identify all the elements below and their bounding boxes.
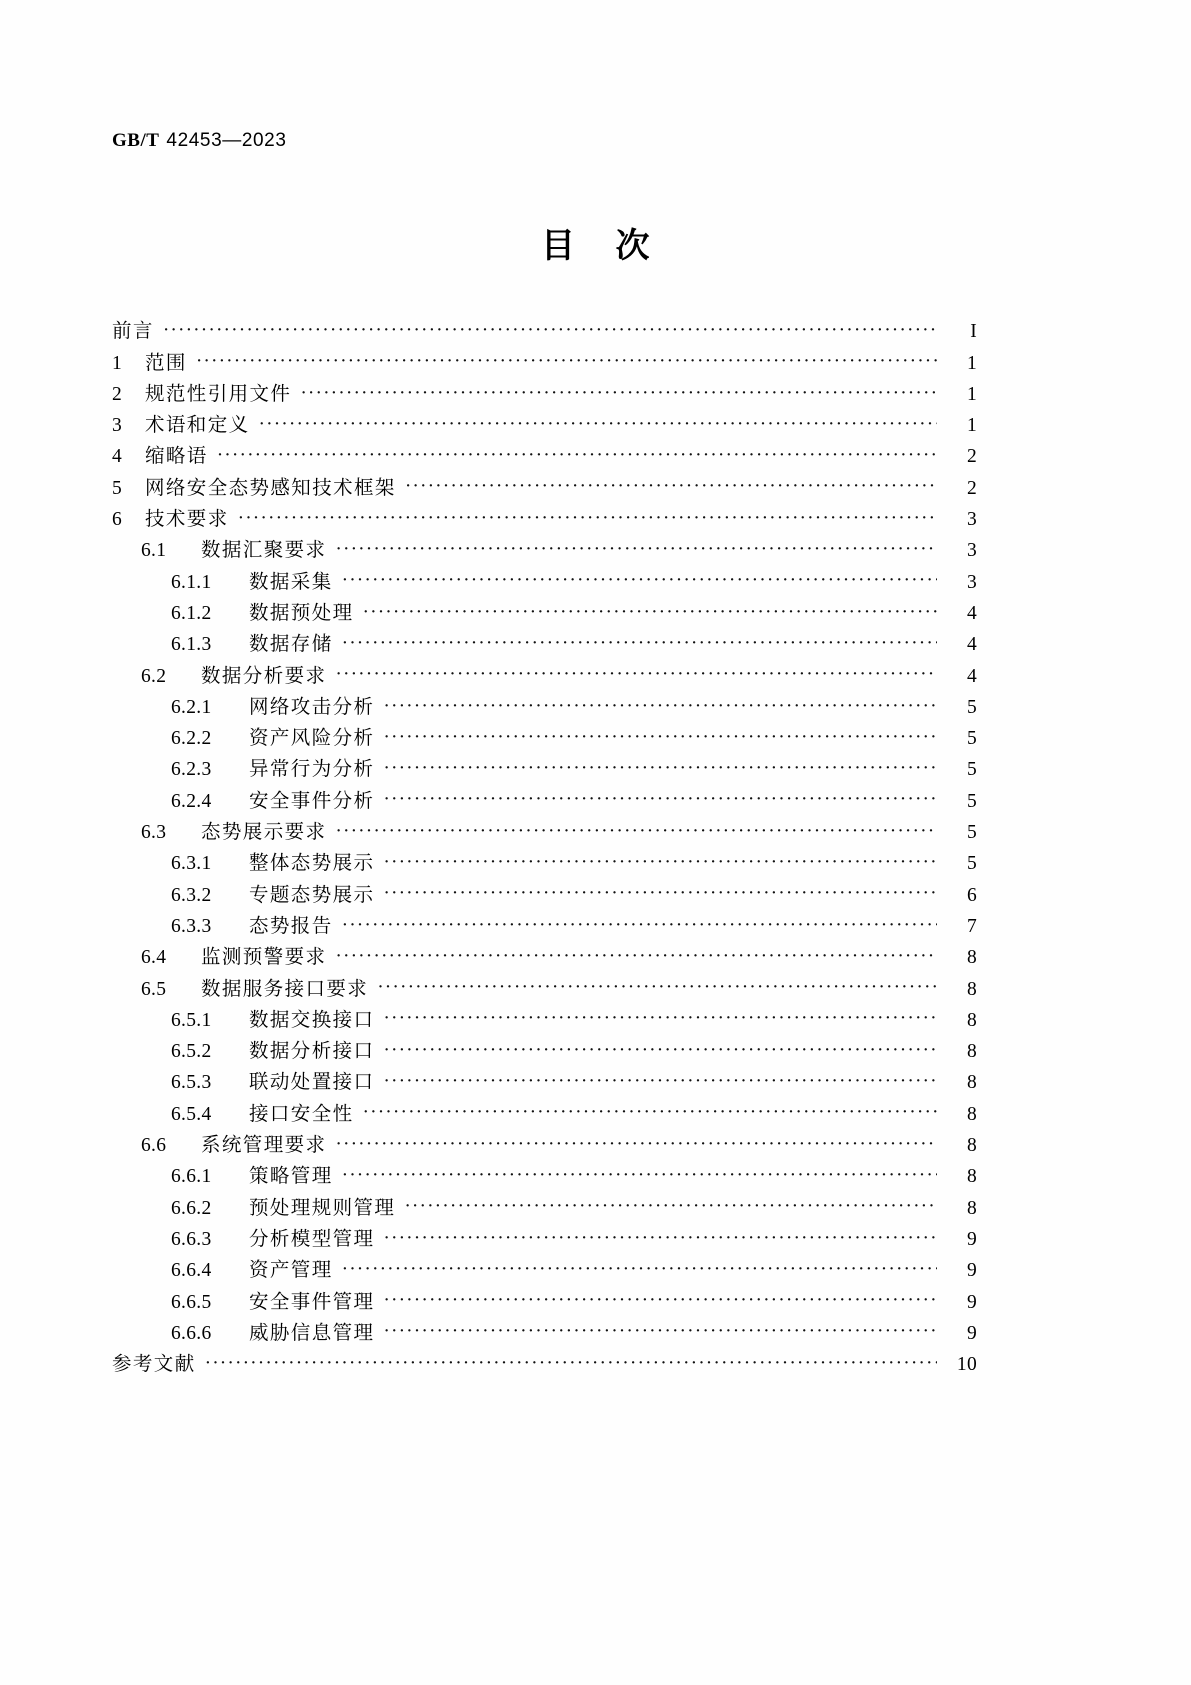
toc-entry-number: 6.1 (141, 540, 167, 562)
toc-entry-page-number: 3 (966, 571, 977, 593)
toc-dot-leader (383, 1227, 937, 1247)
toc-entry-number: 6.6.3 (171, 1228, 212, 1250)
toc-dot-leader (383, 1071, 937, 1091)
toc-entry-page-number: 5 (966, 759, 977, 781)
toc-entry-page-number: 5 (966, 790, 977, 812)
toc-entry-label (112, 1286, 374, 1314)
toc-dot-leader (383, 1008, 937, 1028)
toc-entry-title: 整体态势展示 (249, 853, 375, 875)
toc-entry[interactable] (112, 844, 977, 875)
toc-entry[interactable] (112, 406, 977, 437)
toc-entry-title: 分析模型管理 (249, 1228, 375, 1250)
toc-dot-leader (342, 1165, 937, 1185)
toc-entry-label (112, 1160, 333, 1188)
toc-entry[interactable] (112, 1251, 977, 1282)
toc-entry-title: 数据分析要求 (201, 665, 327, 687)
toc-entry-label (112, 879, 374, 907)
toc-dot-leader (363, 601, 937, 621)
toc-dot-leader (238, 508, 937, 528)
toc-entry[interactable] (112, 1063, 977, 1094)
toc-entry[interactable] (112, 1157, 977, 1188)
toc-entry-label (112, 1066, 374, 1094)
toc-entry[interactable] (112, 719, 977, 750)
toc-entry-page-number: I (970, 321, 977, 343)
toc-dot-leader (405, 476, 937, 496)
toc-entry[interactable] (112, 938, 977, 969)
toc-entry-label (112, 847, 374, 875)
toc-entry[interactable] (112, 688, 977, 719)
page-title-char-1: 目 (541, 228, 576, 265)
toc-entry-number: 6.6.6 (171, 1322, 212, 1344)
toc-entry-page-number: 5 (966, 728, 977, 750)
toc-entry[interactable] (112, 781, 977, 812)
toc-entry-label (112, 1129, 326, 1157)
toc-entry-page-number: 8 (966, 1135, 977, 1157)
toc-dot-leader (335, 946, 937, 966)
toc-entry-label (112, 941, 326, 969)
toc-entry[interactable] (112, 625, 977, 656)
toc-entry-label (112, 753, 374, 781)
toc-dot-leader (163, 320, 937, 340)
toc-entry-page-number: 7 (966, 915, 977, 937)
toc-entry-label (112, 973, 368, 1001)
toc-entry-page-number: 1 (966, 352, 977, 374)
toc-entry-label (112, 1035, 374, 1063)
toc-entry-number: 6.6 (141, 1135, 167, 1157)
toc-entry[interactable] (112, 500, 977, 531)
toc-entry-number: 3 (112, 415, 123, 437)
toc-entry-number: 6.6.4 (171, 1260, 212, 1282)
toc-dot-leader (335, 664, 937, 684)
toc-entry-number: 6.2.1 (171, 696, 212, 718)
toc-entry-page-number: 1 (966, 383, 977, 405)
toc-entry-label (112, 691, 374, 719)
toc-dot-leader (363, 1102, 937, 1122)
toc-entry-label (112, 534, 326, 562)
toc-entry-number: 6.2 (141, 665, 167, 687)
toc-entry-page-number: 8 (966, 1072, 977, 1094)
toc-entry[interactable] (112, 531, 977, 562)
toc-entry-title: 安全事件管理 (249, 1291, 375, 1313)
toc-entry-number: 1 (112, 352, 123, 374)
toc-entry-title: 数据分析接口 (249, 1041, 375, 1063)
toc-entry[interactable] (112, 562, 977, 593)
toc-entry-number: 6.1.3 (171, 634, 212, 656)
toc-entry-label (112, 440, 208, 468)
toc-entry-label (112, 347, 187, 375)
toc-entry-page-number: 8 (966, 1009, 977, 1031)
toc-entry-title: 专题态势展示 (249, 884, 375, 906)
toc-entry-title: 态势报告 (249, 915, 333, 937)
toc-dot-leader (383, 1040, 937, 1060)
toc-entry-label (112, 1317, 374, 1345)
toc-entry-page-number: 8 (966, 978, 977, 1000)
toc-entry-page-number: 4 (966, 602, 977, 624)
toc-entry-page-number: 1 (966, 415, 977, 437)
toc-entry-title: 数据预处理 (249, 602, 354, 624)
toc-entry-label (112, 785, 374, 813)
standard-prefix: GB/T (112, 130, 160, 151)
toc-entry-title: 资产管理 (249, 1260, 333, 1282)
toc-entry[interactable] (112, 656, 977, 687)
page-title (0, 218, 1191, 267)
toc-entry-number: 6.5.2 (171, 1041, 212, 1063)
toc-entry[interactable] (112, 468, 977, 499)
toc-dot-leader (383, 852, 937, 872)
toc-entry-number: 6.6.5 (171, 1291, 212, 1313)
toc-dot-leader (335, 1134, 937, 1154)
toc-entry-number: 6.3.2 (171, 884, 212, 906)
toc-dot-leader (196, 351, 937, 371)
toc-entry-title: 监测预警要求 (201, 947, 327, 969)
standard-number-header (112, 130, 287, 152)
toc-entry-page-number: 5 (966, 822, 977, 844)
toc-entry-page-number: 5 (966, 696, 977, 718)
toc-entry-page-number: 8 (966, 1197, 977, 1219)
toc-entry-number: 6.5.1 (171, 1009, 212, 1031)
toc-dot-leader (404, 1196, 937, 1216)
table-of-contents (112, 312, 977, 1376)
toc-entry-page-number: 6 (966, 884, 977, 906)
toc-entry-number: 6.5 (141, 978, 167, 1000)
toc-entry-page-number: 9 (966, 1228, 977, 1250)
toc-entry-label (112, 1004, 374, 1032)
toc-dot-leader (300, 382, 937, 402)
toc-entry-number: 4 (112, 446, 123, 468)
toc-entry-page-number: 8 (966, 1041, 977, 1063)
toc-entry-page-number: 3 (966, 540, 977, 562)
toc-entry-title: 网络安全态势感知技术框架 (145, 477, 396, 499)
toc-entry-number: 6.3.1 (171, 853, 212, 875)
toc-dot-leader (259, 414, 937, 434)
toc-entry-number: 6.2.2 (171, 728, 212, 750)
toc-entry-title: 前言 (112, 321, 154, 343)
toc-entry-label (112, 315, 154, 343)
toc-entry[interactable] (112, 1314, 977, 1345)
toc-dot-leader (383, 1321, 937, 1341)
toc-entry-title: 范围 (145, 352, 187, 374)
toc-entry-label (112, 910, 333, 938)
toc-entry[interactable] (112, 1345, 977, 1376)
toc-entry-label (112, 660, 326, 688)
toc-dot-leader (342, 1259, 937, 1279)
toc-entry-title: 技术要求 (145, 509, 229, 531)
toc-entry-number: 6.6.1 (171, 1166, 212, 1188)
toc-entry-title: 态势展示要求 (201, 822, 327, 844)
toc-dot-leader (342, 633, 937, 653)
page-title-char-2: 次 (615, 228, 650, 265)
toc-entry-title: 接口安全性 (249, 1103, 354, 1125)
toc-entry-page-number: 9 (966, 1260, 977, 1282)
toc-entry[interactable] (112, 813, 977, 844)
toc-dot-leader (383, 727, 937, 747)
toc-entry-title: 术语和定义 (145, 415, 250, 437)
toc-entry-title: 缩略语 (145, 446, 208, 468)
toc-entry-label (112, 378, 291, 406)
toc-entry-title: 数据服务接口要求 (201, 978, 369, 1000)
toc-entry-number: 6.5.3 (171, 1072, 212, 1094)
toc-entry-label (112, 628, 333, 656)
toc-entry-number: 6.4 (141, 947, 167, 969)
toc-entry[interactable] (112, 907, 977, 938)
toc-dot-leader (217, 445, 937, 465)
toc-entry-page-number: 8 (966, 1103, 977, 1125)
toc-entry-title: 参考文献 (112, 1354, 196, 1376)
toc-entry[interactable] (112, 750, 977, 781)
toc-dot-leader (335, 539, 937, 559)
toc-entry[interactable] (112, 375, 977, 406)
toc-entry-page-number: 9 (966, 1322, 977, 1344)
toc-entry-label (112, 816, 326, 844)
toc-entry-label (112, 1348, 196, 1376)
toc-entry-number: 6.3 (141, 822, 167, 844)
toc-entry-title: 资产风险分析 (249, 728, 375, 750)
toc-entry[interactable] (112, 1001, 977, 1032)
toc-entry[interactable] (112, 343, 977, 374)
toc-entry[interactable] (112, 1188, 977, 1219)
toc-entry-label (112, 1254, 333, 1282)
toc-entry[interactable] (112, 1094, 977, 1125)
toc-entry-title: 数据采集 (249, 571, 333, 593)
toc-entry-label (112, 1098, 354, 1126)
toc-entry-label (112, 472, 396, 500)
toc-entry-title: 规范性引用文件 (145, 383, 292, 405)
toc-entry[interactable] (112, 312, 977, 343)
toc-dot-leader (383, 789, 937, 809)
toc-entry-page-number: 3 (966, 509, 977, 531)
toc-entry[interactable] (112, 875, 977, 906)
toc-entry-label (112, 1223, 374, 1251)
toc-entry-title: 预处理规则管理 (249, 1197, 396, 1219)
toc-entry[interactable] (112, 594, 977, 625)
toc-dot-leader (342, 914, 937, 934)
toc-entry-title: 数据汇聚要求 (201, 540, 327, 562)
toc-entry-label (112, 566, 333, 594)
toc-entry-page-number: 2 (966, 446, 977, 468)
toc-entry[interactable] (112, 1220, 977, 1251)
toc-entry-number: 5 (112, 477, 123, 499)
toc-entry-title: 数据存储 (249, 634, 333, 656)
toc-entry-number: 6.1.2 (171, 602, 212, 624)
toc-entry-number: 6.2.3 (171, 759, 212, 781)
toc-entry-title: 异常行为分析 (249, 759, 375, 781)
toc-entry-number: 6 (112, 509, 123, 531)
toc-entry-label (112, 597, 354, 625)
toc-entry-page-number: 8 (966, 947, 977, 969)
toc-entry-page-number: 9 (966, 1291, 977, 1313)
toc-entry-title: 联动处置接口 (249, 1072, 375, 1094)
toc-entry-title: 网络攻击分析 (249, 696, 375, 718)
toc-entry-title: 数据交换接口 (249, 1009, 375, 1031)
toc-entry-page-number: 10 (956, 1354, 977, 1376)
toc-dot-leader (342, 570, 937, 590)
toc-entry-label (112, 409, 250, 437)
toc-entry-number: 6.1.1 (171, 571, 212, 593)
toc-entry-label (112, 503, 229, 531)
standard-number: 42453—2023 (166, 130, 287, 151)
toc-dot-leader (383, 758, 937, 778)
toc-entry-page-number: 4 (966, 665, 977, 687)
toc-dot-leader (383, 695, 937, 715)
toc-entry-label (112, 1192, 395, 1220)
toc-entry[interactable] (112, 1282, 977, 1313)
toc-entry-title: 安全事件分析 (249, 790, 375, 812)
toc-entry[interactable] (112, 969, 977, 1000)
toc-dot-leader (377, 977, 937, 997)
toc-entry[interactable] (112, 1126, 977, 1157)
toc-dot-leader (205, 1353, 937, 1373)
toc-dot-leader (383, 1290, 937, 1310)
toc-entry-label (112, 722, 374, 750)
toc-dot-leader (335, 821, 937, 841)
toc-entry-page-number: 8 (966, 1166, 977, 1188)
toc-entry-number: 6.2.4 (171, 790, 212, 812)
toc-entry-number: 6.6.2 (171, 1197, 212, 1219)
toc-entry-number: 6.5.4 (171, 1103, 212, 1125)
toc-entry-number: 6.3.3 (171, 915, 212, 937)
toc-entry-page-number: 4 (966, 634, 977, 656)
toc-entry-title: 威胁信息管理 (249, 1322, 375, 1344)
toc-entry-title: 系统管理要求 (201, 1135, 327, 1157)
toc-entry-page-number: 5 (966, 853, 977, 875)
toc-entry[interactable] (112, 1032, 977, 1063)
toc-entry[interactable] (112, 437, 977, 468)
toc-entry-number: 2 (112, 383, 123, 405)
toc-entry-title: 策略管理 (249, 1166, 333, 1188)
toc-entry-page-number: 2 (966, 477, 977, 499)
toc-dot-leader (383, 883, 937, 903)
